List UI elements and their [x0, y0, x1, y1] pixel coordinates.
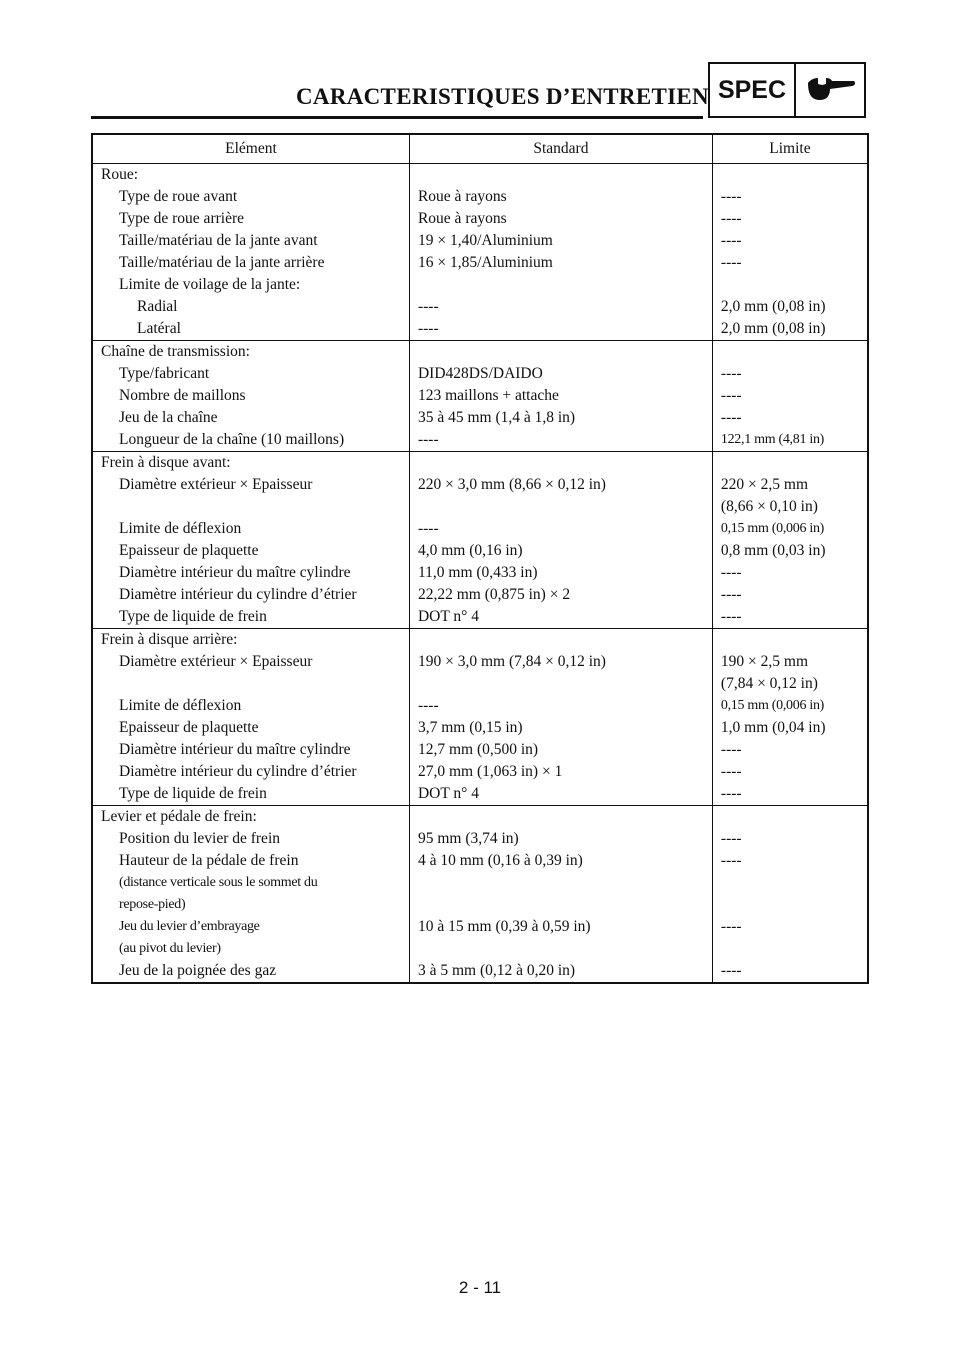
table-row: [92, 186, 868, 208]
cell-element: repose-pied): [119, 897, 186, 912]
cell-limit: ----: [712, 363, 868, 385]
wrench-icon: [796, 64, 864, 116]
empty-cell: [712, 806, 868, 829]
cell-element: Type de liquide de frein: [119, 608, 267, 625]
table-row: [92, 296, 868, 318]
cell-standard: ----: [409, 318, 712, 341]
table-row: [92, 606, 868, 629]
group-title-row: [92, 452, 868, 475]
cell-standard: 22,22 mm (0,875 in) × 2: [409, 584, 712, 606]
cell-limit: 220 × 2,5 mm: [712, 474, 868, 496]
cell-standard: [409, 673, 712, 695]
cell-standard: 10 à 15 mm (0,39 à 0,59 in): [409, 916, 712, 938]
cell-limit: 0,15 mm (0,006 in): [712, 518, 868, 540]
cell-standard: Roue à rayons: [409, 186, 712, 208]
cell-element: Type de liquide de frein: [119, 785, 267, 802]
table-row: [92, 274, 868, 296]
cell-standard: ----: [409, 296, 712, 318]
cell-limit: ----: [712, 828, 868, 850]
page-number: 2 - 11: [458, 1278, 502, 1297]
cell-standard: DOT n° 4: [409, 783, 712, 806]
table-row: [92, 717, 868, 739]
cell-standard: [409, 894, 712, 916]
cell-standard: 220 × 3,0 mm (8,66 × 0,12 in): [409, 474, 712, 496]
cell-standard: DOT n° 4: [409, 606, 712, 629]
cell-standard: [409, 938, 712, 960]
cell-standard: Roue à rayons: [409, 208, 712, 230]
table-row: [92, 673, 868, 695]
table-group: [92, 341, 868, 452]
empty-cell: [712, 341, 868, 364]
table-row: [92, 252, 868, 274]
cell-element: Diamètre intérieur du cylindre d’étrier: [119, 763, 357, 780]
group-title-row: [92, 164, 868, 187]
cell-standard: 3,7 mm (0,15 in): [409, 717, 712, 739]
group-title: Frein à disque avant:: [101, 454, 231, 471]
spec-label: SPEC: [710, 64, 796, 116]
cell-element: Jeu de la poignée des gaz: [119, 962, 277, 979]
cell-limit: ----: [712, 407, 868, 429]
cell-standard: 95 mm (3,74 in): [409, 828, 712, 850]
empty-cell: [712, 629, 868, 652]
group-title: Frein à disque arrière:: [101, 631, 238, 648]
table-row: [92, 385, 868, 407]
cell-limit: ----: [712, 739, 868, 761]
cell-element: Limite de déflexion: [119, 697, 242, 714]
cell-element: Diamètre intérieur du maître cylindre: [119, 564, 351, 581]
cell-element: Longueur de la chaîne (10 maillons): [119, 431, 345, 448]
cell-limit: 2,0 mm (0,08 in): [712, 318, 868, 341]
cell-element: Latéral: [137, 320, 181, 337]
cell-limit: ----: [712, 562, 868, 584]
cell-limit: [712, 938, 868, 960]
table-row: [92, 916, 868, 938]
cell-standard: ----: [409, 518, 712, 540]
cell-standard: 19 × 1,40/Aluminium: [409, 230, 712, 252]
spec-badge: [708, 62, 866, 118]
table-group: [92, 452, 868, 629]
spec-table: [91, 133, 869, 984]
cell-element: Type de roue avant: [119, 188, 238, 205]
cell-limit: 1,0 mm (0,04 in): [712, 717, 868, 739]
cell-element: Epaisseur de plaquette: [119, 542, 259, 559]
cell-standard: 4,0 mm (0,16 in): [409, 540, 712, 562]
header-element: Elément: [92, 134, 409, 164]
table-row: [92, 318, 868, 341]
cell-limit: 190 × 2,5 mm: [712, 651, 868, 673]
table-row: [92, 828, 868, 850]
cell-limit: ----: [712, 960, 868, 983]
cell-limit: ----: [712, 584, 868, 606]
cell-limit: (8,66 × 0,10 in): [712, 496, 868, 518]
cell-element: Diamètre intérieur du maître cylindre: [119, 741, 351, 758]
table-row: [92, 872, 868, 894]
cell-standard: 35 à 45 mm (1,4 à 1,8 in): [409, 407, 712, 429]
group-title-row: [92, 806, 868, 829]
cell-element: Hauteur de la pédale de frein: [119, 852, 299, 869]
group-title-row: [92, 629, 868, 652]
cell-limit: (7,84 × 0,12 in): [712, 673, 868, 695]
cell-element: Epaisseur de plaquette: [119, 719, 259, 736]
cell-standard: 11,0 mm (0,433 in): [409, 562, 712, 584]
table-group: [92, 164, 868, 341]
cell-element: [92, 496, 409, 518]
cell-element: Jeu de la chaîne: [119, 409, 218, 426]
empty-cell: [409, 452, 712, 475]
cell-limit: ----: [712, 761, 868, 783]
table-row: [92, 938, 868, 960]
empty-cell: [409, 341, 712, 364]
table-row: [92, 562, 868, 584]
cell-limit: ----: [712, 783, 868, 806]
cell-limit: 122,1 mm (4,81 in): [712, 429, 868, 452]
cell-standard: ----: [409, 695, 712, 717]
table-row: [92, 540, 868, 562]
table-row: [92, 739, 868, 761]
cell-element: Nombre de maillons: [119, 387, 246, 404]
cell-element: Position du levier de frein: [119, 830, 280, 847]
cell-limit: ----: [712, 385, 868, 407]
empty-cell: [409, 629, 712, 652]
cell-element: [92, 673, 409, 695]
cell-limit: 0,8 mm (0,03 in): [712, 540, 868, 562]
table-header-row: [92, 134, 868, 164]
page-title: CARACTERISTIQUES D’ENTRETIEN: [296, 84, 709, 109]
table-row: [92, 208, 868, 230]
cell-element: Radial: [137, 298, 178, 315]
cell-element: Taille/matériau de la jante arrière: [119, 254, 325, 271]
group-title: Chaîne de transmission:: [101, 343, 250, 360]
cell-limit: ----: [712, 916, 868, 938]
cell-limit: 0,15 mm (0,006 in): [712, 695, 868, 717]
cell-element: Diamètre extérieur × Epaisseur: [119, 476, 313, 493]
cell-standard: 123 maillons + attache: [409, 385, 712, 407]
title-underline: [91, 116, 703, 119]
table-row: [92, 407, 868, 429]
cell-limit: ----: [712, 208, 868, 230]
table-row: [92, 761, 868, 783]
cell-limit: ----: [712, 186, 868, 208]
empty-cell: [712, 452, 868, 475]
table-row: [92, 783, 868, 806]
group-title: Levier et pédale de frein:: [101, 808, 257, 825]
cell-element: (distance verticale sous le sommet du: [119, 875, 318, 890]
cell-standard: 12,7 mm (0,500 in): [409, 739, 712, 761]
cell-standard: 16 × 1,85/Aluminium: [409, 252, 712, 274]
empty-cell: [712, 164, 868, 187]
cell-limit: 2,0 mm (0,08 in): [712, 296, 868, 318]
group-title-row: [92, 341, 868, 364]
cell-standard: 190 × 3,0 mm (7,84 × 0,12 in): [409, 651, 712, 673]
cell-limit: ----: [712, 252, 868, 274]
cell-limit: ----: [712, 606, 868, 629]
table-row: [92, 651, 868, 673]
cell-standard: 3 à 5 mm (0,12 à 0,20 in): [409, 960, 712, 983]
cell-standard: 4 à 10 mm (0,16 à 0,39 in): [409, 850, 712, 872]
table-row: [92, 230, 868, 252]
cell-element: Taille/matériau de la jante avant: [119, 232, 318, 249]
table-group: [92, 629, 868, 806]
group-title: Roue:: [101, 166, 139, 183]
cell-limit: [712, 872, 868, 894]
table-row: [92, 429, 868, 452]
cell-limit: ----: [712, 850, 868, 872]
cell-limit: ----: [712, 230, 868, 252]
empty-cell: [409, 806, 712, 829]
cell-standard: [409, 496, 712, 518]
table-row: [92, 518, 868, 540]
cell-element: (au pivot du levier): [119, 941, 221, 956]
cell-element: Limite de voilage de la jante:: [119, 276, 301, 293]
table-row: [92, 695, 868, 717]
empty-cell: [409, 164, 712, 187]
header-standard: Standard: [409, 134, 712, 164]
cell-standard: [409, 274, 712, 296]
table-row: [92, 496, 868, 518]
cell-element: Jeu du levier d’embrayage: [119, 919, 260, 934]
cell-limit: [712, 894, 868, 916]
cell-element: Diamètre extérieur × Epaisseur: [119, 653, 313, 670]
cell-standard: [409, 872, 712, 894]
table-row: [92, 960, 868, 983]
table-row: [92, 363, 868, 385]
table-row: [92, 850, 868, 872]
table-row: [92, 474, 868, 496]
cell-standard: ----: [409, 429, 712, 452]
cell-element: Type/fabricant: [119, 365, 210, 382]
cell-element: Limite de déflexion: [119, 520, 242, 537]
cell-limit: [712, 274, 868, 296]
table-row: [92, 894, 868, 916]
cell-standard: DID428DS/DAIDO: [409, 363, 712, 385]
header-limit: Limite: [712, 134, 868, 164]
cell-element: Diamètre intérieur du cylindre d’étrier: [119, 586, 357, 603]
cell-element: Type de roue arrière: [119, 210, 244, 227]
table-row: [92, 584, 868, 606]
cell-standard: 27,0 mm (1,063 in) × 1: [409, 761, 712, 783]
table-group: [92, 806, 868, 984]
